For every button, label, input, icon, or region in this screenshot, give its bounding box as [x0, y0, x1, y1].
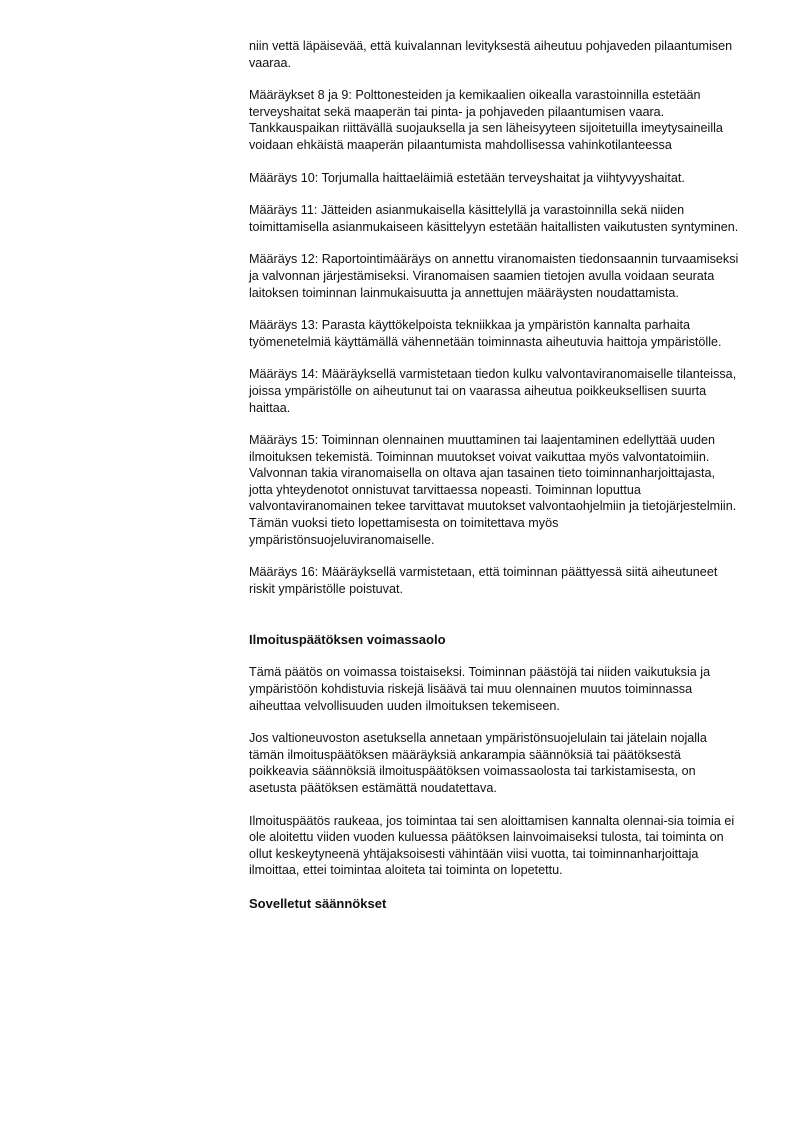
section-gap	[249, 613, 741, 631]
paragraph-rule-14: Määräys 14: Määräyksellä varmistetaan tiedon kulku valvontaviranomaiselle tilanteissa, joissa ympäristölle on aiheutunut tai on vaarassa aiheutua poikkeuksellisen suurta haittaa.	[249, 367, 737, 415]
paragraph-validity-2: Jos valtioneuvoston asetuksella annetaan ympäristönsuojelulain tai jätelain nojalla tämän ilmoituspäätöksen määräyksiä ankarampia säännöksiä tai päätöksestä poikkeavia säännöksiä ilmoituspäätöksen voimassaolosta tai tarkistamisesta, on asetusta päätöksen estämättä noudatettava.	[249, 731, 707, 795]
heading-applied-rules: Sovelletut säännökset	[249, 895, 387, 911]
paragraph-rule-11: Määräys 11: Jätteiden asianmukaisella käsittelyllä ja varastoinnilla sekä niiden toimittamisella asianmukaiseen käsittelyyn estetään haitallisten vaikutusten syntyminen.	[249, 203, 739, 234]
paragraph-rule-16: Määräys 16: Määräyksellä varmistetaan, että toiminnan päättyessä siitä aiheutuneet riskit ympäristölle poistuvat.	[249, 565, 718, 596]
paragraph-rules-8-9: Määräykset 8 ja 9: Polttonesteiden ja kemikaalien oikealla varastoinnilla estetään terveyshaitat sekä maaperän tai pinta- ja pohjaveden pilaantumisen vaara. Tankkauspaikan riittävällä suojauksella ja sen läheisyyteen sijoitetuilla imeytysaineilla voidaan ehkäistä maaperän pilaantumista mahdollisessa vahinkotilanteessa	[249, 88, 723, 152]
paragraph-rule-12: Määräys 12: Raportointimääräys on annettu viranomaisten tiedonsaannin turvaamiseksi ja valvonnan järjestämiseksi. Viranomaisen saamien tietojen avulla voidaan seurata laitoksen toiminnan lainmukaisuutta ja annettujen määräysten noudattamista.	[249, 252, 739, 300]
document-page	[249, 38, 741, 928]
paragraph-validity-1: Tämä päätös on voimassa toistaiseksi. Toiminnan päästöjä tai niiden vaikutuksia ja ympäristöön kohdistuvia riskejä lisäävä tai muu olennainen muutos toiminnassa aiheuttaa velvollisuuden uuden ilmoituksen tekemiseen.	[249, 665, 711, 713]
paragraph-manure-spreading: niin vettä läpäisevää, että kuivalannan levityksestä aiheutuu pohjaveden pilaantumisen vaaraa.	[249, 39, 733, 70]
paragraph-rule-15: Määräys 15: Toiminnan olennainen muuttaminen tai laajentaminen edellyttää uuden ilmoituksen tekemistä. Toiminnan muutokset voivat vaikuttaa myös valvontatoimiin. Valvonnan takia viranomaisella on oltava ajan tasainen tieto toiminnanharjoittajasta, jotta yhteydenotot onnistuvat tarvittaessa nopeasti. Toiminnan loputtua valvontaviranomainen tekee tarvittavat muutokset valvontaohjelmiin ja tietojärjestelmiin. Tämän vuoksi tieto lopettamisesta on toimitettava myös ympäristönsuojeluviranomaiselle.	[249, 433, 737, 547]
paragraph-rule-13: Määräys 13: Parasta käyttökelpoista tekniikkaa ja ympäristön kannalta parhaita työmenetelmiä käyttämällä vähennetään toiminnasta aiheutuvia haittoja ympäristölle.	[249, 318, 722, 349]
paragraph-rule-10: Määräys 10: Torjumalla haittaeläimiä estetään terveyshaitat ja viihtyvyyshaitat.	[249, 170, 685, 185]
paragraph-validity-3: Ilmoituspäätös raukeaa, jos toimintaa tai sen aloittamisen kannalta olennai-sia toimia ei ole aloitettu viiden vuoden kuluessa päätöksen lainvoimaiseksi tulosta, tai toiminta on ollut keskeytyneenä yhtäjaksoisesti vähintään viisi vuotta, tai toiminnanharjoittaja ilmoittaa, ettei toimintaa aloiteta tai toiminta on lopetettu.	[249, 813, 735, 878]
heading-validity: Ilmoituspäätöksen voimassaolo	[249, 632, 446, 648]
